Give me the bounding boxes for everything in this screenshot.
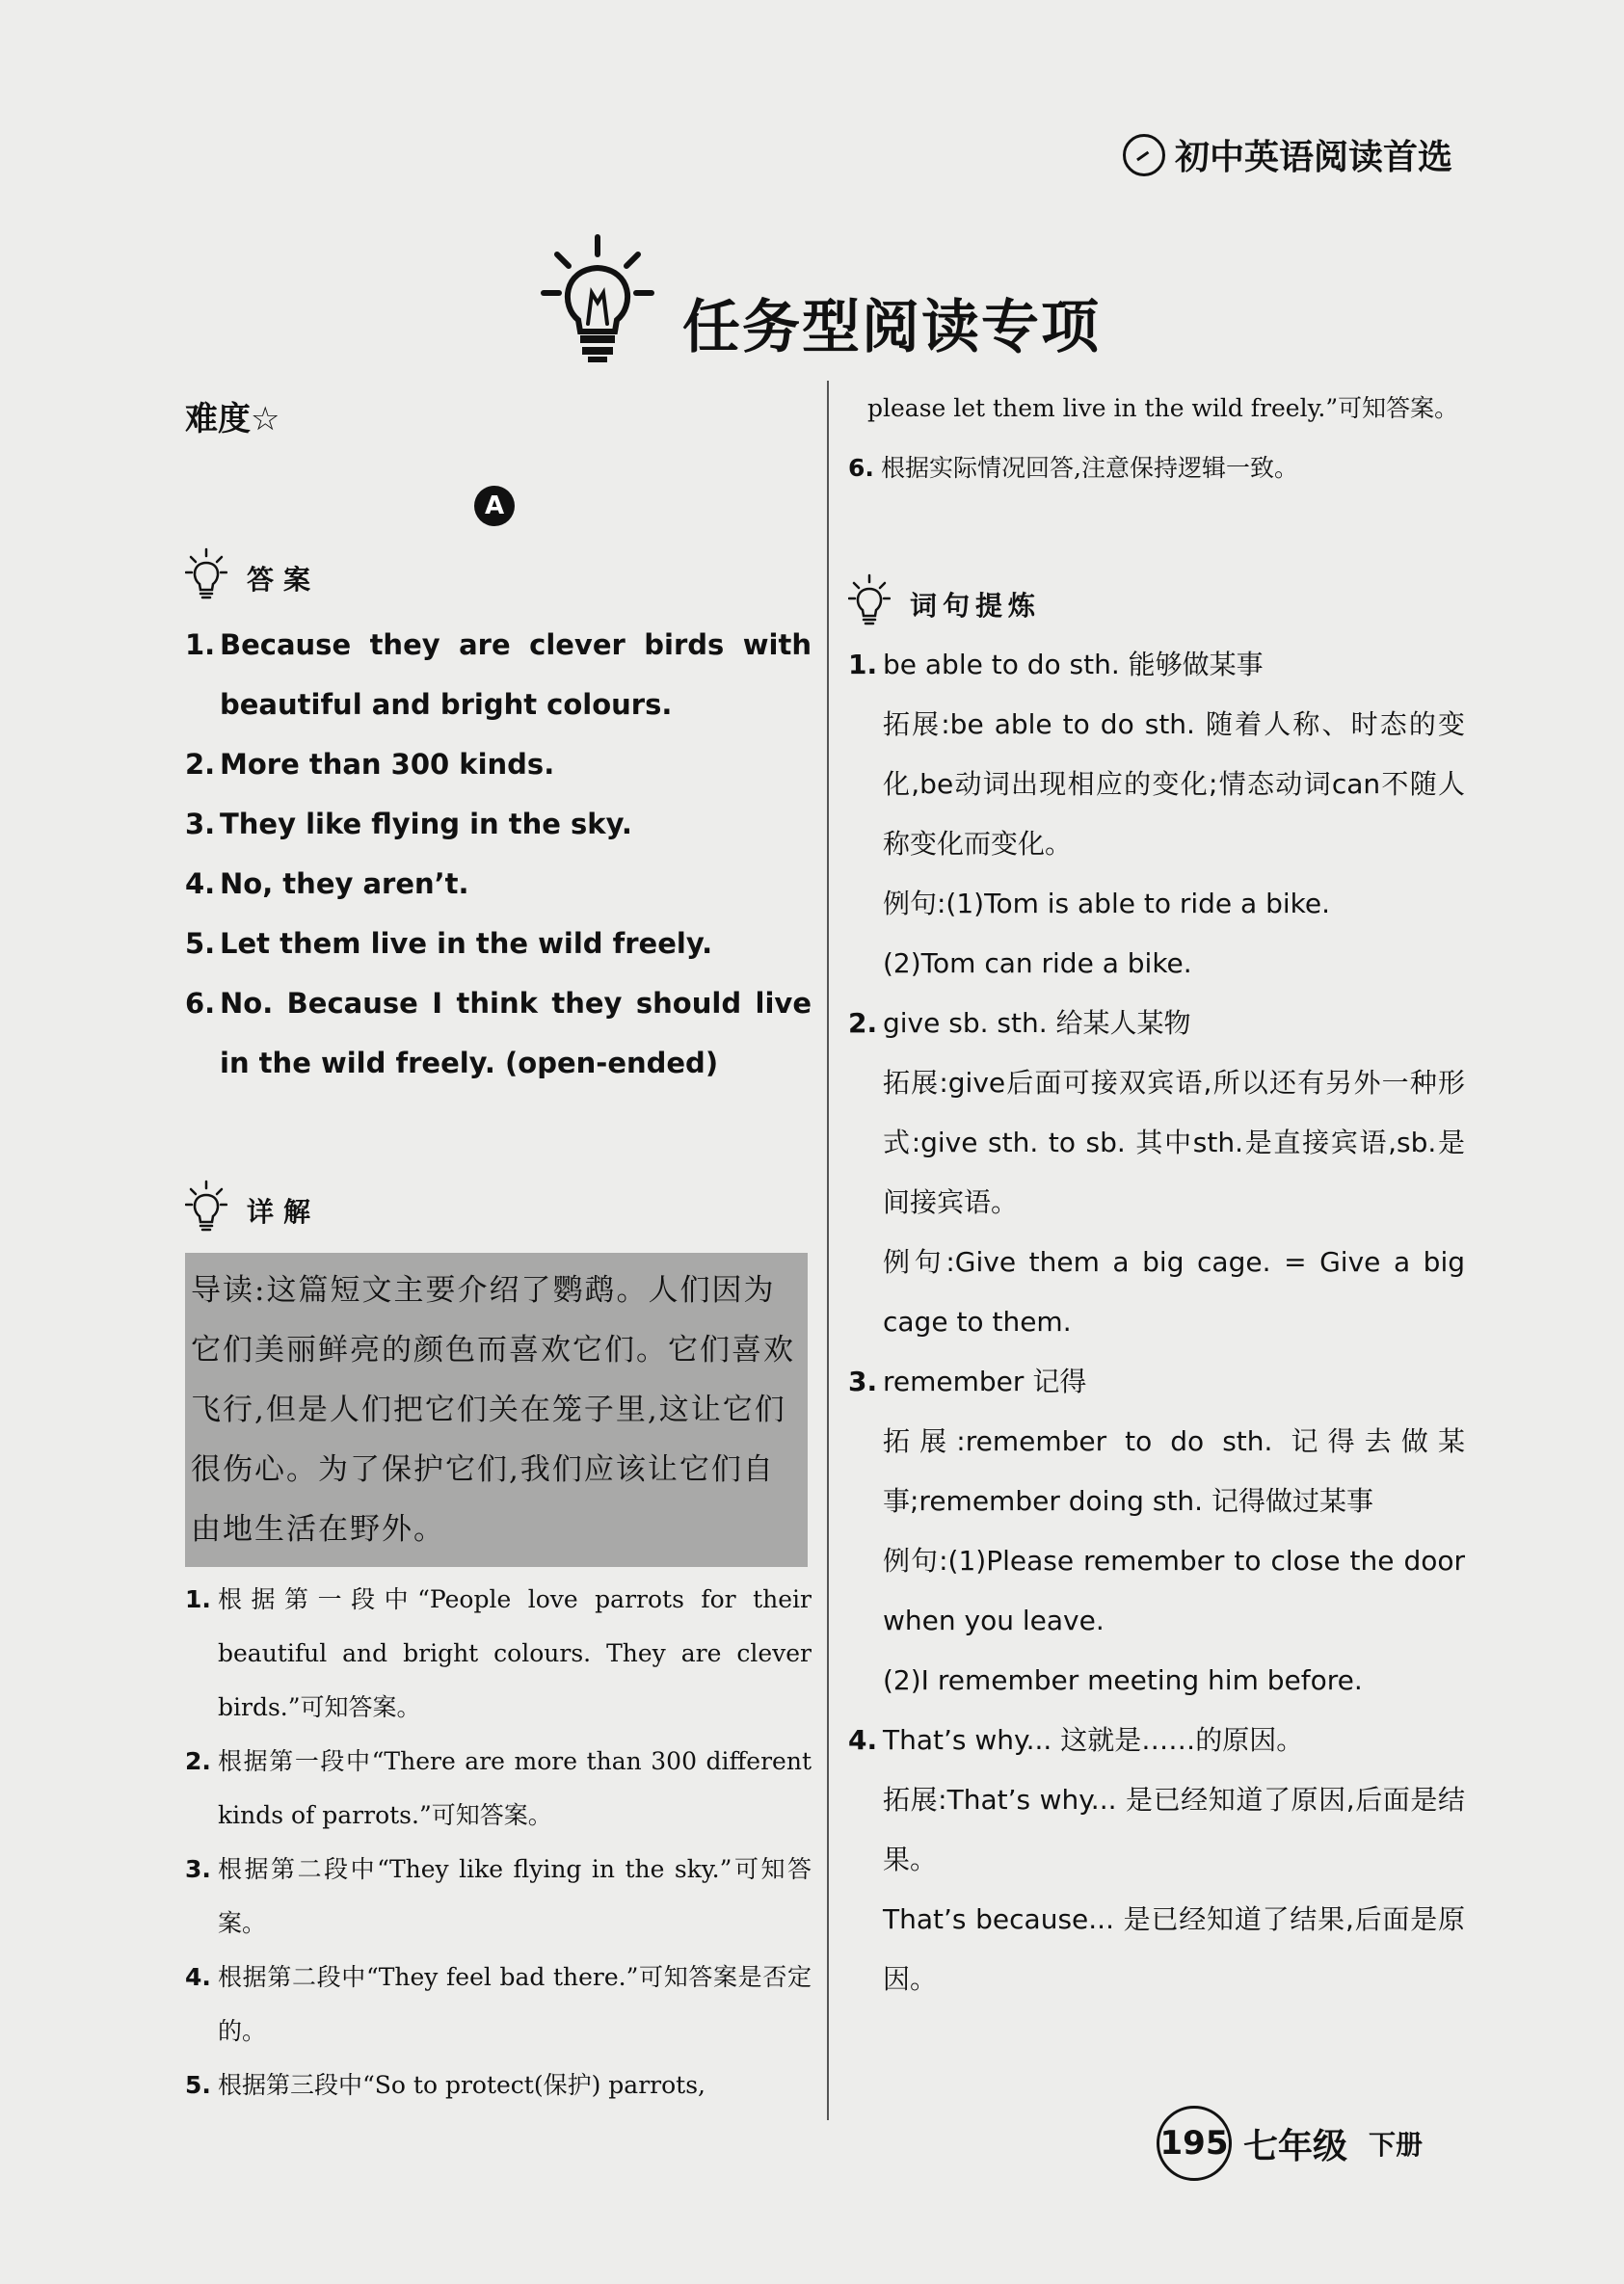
explanation-text: 根据实际情况回答,注意保持逻辑一致。 <box>881 454 1298 482</box>
answer-list <box>185 615 812 1093</box>
answer-item <box>185 615 812 734</box>
small-bulb-icon <box>848 573 891 627</box>
left-column <box>185 381 812 2112</box>
explanation-number: 4. <box>185 1963 211 1991</box>
explanation-item <box>185 1735 812 1843</box>
brand-header <box>1123 130 1452 179</box>
explanation-number: 3. <box>185 1855 211 1883</box>
answer-text: Let them live in the wild freely. <box>220 927 713 960</box>
phrase-line: 例句:Give them a big cage. = Give a big cage to them. <box>883 1246 1465 1338</box>
column-divider <box>827 381 829 2120</box>
phrases-heading <box>848 573 1465 627</box>
phrase-item <box>848 635 1465 994</box>
answer-number: 2. <box>185 748 216 781</box>
phrase-headword: be able to do sth. 能够做某事 <box>883 649 1264 680</box>
phrase-line: 拓展:be able to do sth. 随着人称、时态的变化,be动词出现相应的变化;情态动词can不随人称变化而变化。 <box>883 708 1465 860</box>
explanation-text: 根据第三段中“So to protect(保护) parrots, <box>218 2071 706 2099</box>
phrase-item <box>848 994 1465 1352</box>
section-badge: A <box>474 486 515 526</box>
explanation-heading <box>185 1180 812 1234</box>
phrase-line: 例句:(1)Please remember to close the door when you leave. <box>883 1545 1465 1636</box>
phrase-list <box>848 635 1465 2009</box>
page-footer <box>1157 2106 1423 2181</box>
answers-label: 答案 <box>247 564 321 596</box>
phrase-headword: That’s why... 这就是……的原因。 <box>883 1724 1304 1756</box>
phrase-number: 4. <box>848 1724 878 1756</box>
brand-title: 初中英语阅读首选 <box>1174 138 1452 177</box>
phrase-line: (2)I remember meeting him before. <box>883 1664 1363 1696</box>
phrase-line: 拓展:remember to do sth. 记得去做某事;remember doing sth. 记得做过某事 <box>883 1425 1465 1517</box>
small-bulb-icon <box>185 547 227 601</box>
phrases-label: 词句提炼 <box>910 590 1042 622</box>
page-title: 任务型阅读专项 <box>682 294 1101 361</box>
guide-box: 导读:这篇短文主要介绍了鹦鹉。人们因为它们美丽鲜亮的颜色而喜欢它们。它们喜欢飞行,但是人们把它们关在笼子里,这让它们很伤心。为了保护它们,我们应该让它们自由地生活在野外。 <box>185 1253 808 1567</box>
answer-number: 5. <box>185 927 216 960</box>
explanation-number: 1. <box>185 1585 211 1613</box>
answer-item <box>185 734 812 794</box>
answer-number: 3. <box>185 808 216 840</box>
explanation-label: 详解 <box>247 1196 321 1228</box>
phrase-number: 2. <box>848 1007 878 1039</box>
answer-text: They like flying in the sky. <box>220 808 632 840</box>
page-number: 195 <box>1157 2106 1232 2181</box>
small-bulb-icon <box>185 1180 227 1234</box>
right-column <box>848 381 1465 2009</box>
explanation-continuation: please let them live in the wild freely.”可知答案。 <box>867 394 1459 422</box>
answer-text: No, they aren’t. <box>220 867 469 900</box>
answer-text: Because they are clever birds with beautiful and bright colours. <box>220 628 812 721</box>
volume-label: 下册 <box>1369 2129 1424 2161</box>
lightbulb-icon <box>540 231 655 366</box>
difficulty-label: 难度☆ <box>185 400 280 438</box>
answer-item <box>185 794 812 854</box>
grade-label: 七年级 <box>1243 2126 1348 2166</box>
phrase-line: 拓展:That’s why... 是已经知道了原因,后面是结果。 <box>883 1784 1465 1875</box>
brand-logo-icon <box>1123 134 1165 176</box>
phrase-line: That’s because... 是已经知道了结果,后面是原因。 <box>883 1903 1465 1995</box>
phrase-line: 例句:(1)Tom is able to ride a bike. <box>883 888 1331 919</box>
explanation-item <box>185 1573 812 1735</box>
answer-number: 4. <box>185 867 216 900</box>
answer-number: 6. <box>185 987 216 1020</box>
phrase-item <box>848 1352 1465 1711</box>
explanation-text: 根据第一段中“People love parrots for their beautiful and bright colours. They are clever birds.”可知答案。 <box>218 1585 812 1721</box>
answer-text: More than 300 kinds. <box>220 748 555 781</box>
explanation-text: 根据第二段中“They feel bad there.”可知答案是否定的。 <box>218 1963 812 2045</box>
explanation-number: 5. <box>185 2071 211 2099</box>
answer-item <box>185 973 812 1093</box>
explanation-number: 6. <box>848 454 874 482</box>
phrase-number: 3. <box>848 1366 878 1397</box>
explanation-item <box>185 1843 812 1951</box>
explanation-item <box>185 1951 812 2058</box>
answer-item <box>185 914 812 973</box>
answer-item <box>185 854 812 914</box>
phrase-headword: remember 记得 <box>883 1366 1087 1397</box>
answer-text: No. Because I think they should live in the wild freely. (open-ended) <box>220 987 812 1079</box>
answers-heading <box>185 547 812 601</box>
phrase-line: (2)Tom can ride a bike. <box>883 947 1192 979</box>
phrase-line: 拓展:give后面可接双宾语,所以还有另外一种形式:give sth. to sb. 其中sth.是直接宾语,sb.是间接宾语。 <box>883 1067 1465 1218</box>
explanation-text: 根据第二段中“They like flying in the sky.”可知答案。 <box>218 1855 812 1937</box>
explanation-item <box>848 440 1465 496</box>
explanation-text: 根据第一段中“There are more than 300 different kinds of parrots.”可知答案。 <box>218 1747 812 1829</box>
explanation-number: 2. <box>185 1747 211 1775</box>
title-block <box>540 231 1101 366</box>
phrase-number: 1. <box>848 649 878 680</box>
explanation-list <box>185 1573 812 2112</box>
answer-number: 1. <box>185 628 216 661</box>
phrase-item <box>848 1711 1465 2009</box>
explanation-item <box>185 2058 812 2112</box>
phrase-headword: give sb. sth. 给某人某物 <box>883 1007 1191 1039</box>
